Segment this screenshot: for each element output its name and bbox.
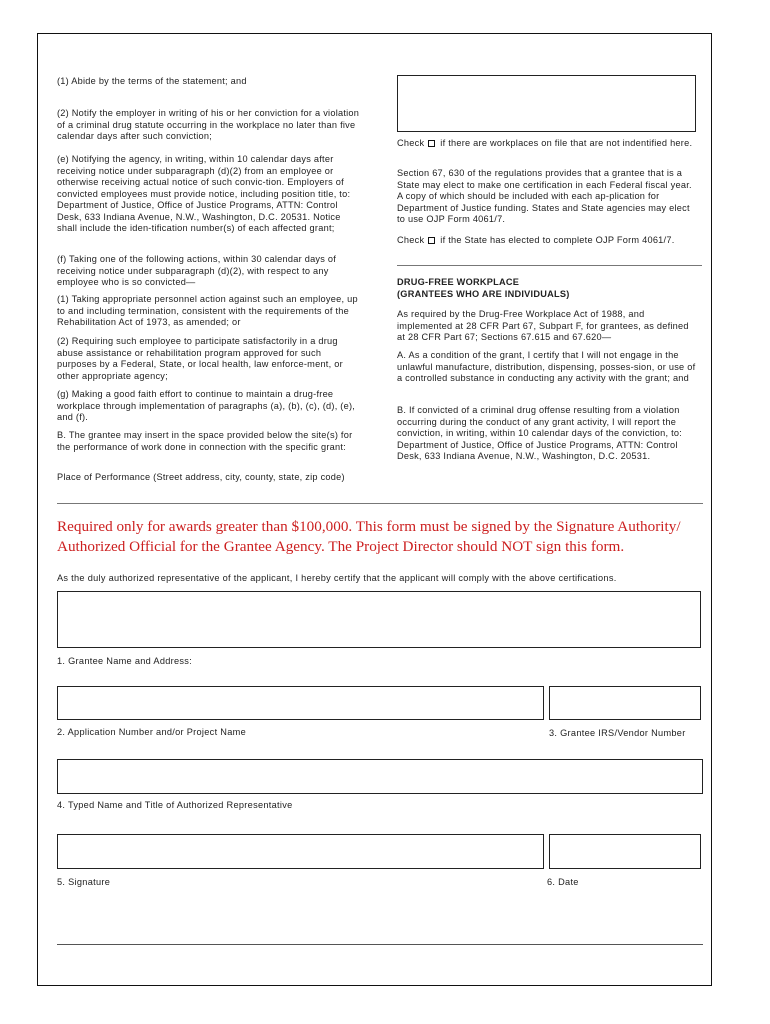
signature-field[interactable] xyxy=(57,834,544,869)
typed-name-title-label: 4. Typed Name and Title of Authorized Representative xyxy=(57,800,293,810)
vendor-number-label: 3. Grantee IRS/Vendor Number xyxy=(549,728,686,738)
place-of-performance-field[interactable] xyxy=(397,75,696,132)
as-required-paragraph: As required by the Drug-Free Workplace Act of 1988, and implemented at 28 CFR Part 67, Subpart F, for grantees, as defined at 28 CFR Part 67; Sections 67.615 and 67.620— xyxy=(397,309,689,342)
grantee-name-address-field[interactable] xyxy=(57,591,701,648)
workplaces-on-file-checkbox[interactable] xyxy=(428,140,435,147)
application-number-label: 2. Application Number and/or Project Name xyxy=(57,727,246,737)
date-field[interactable] xyxy=(549,834,701,869)
signature-authority-notice: Required only for awards greater than $100,000. This form must be signed by the Signature Authority/ Authorized Official for the Grantee Agency. The Project Director should NOT sign this form. xyxy=(57,518,681,555)
clause-e-notify-agency: (e) Notifying the agency, in writing, within 10 calendar days after receiving notice under subparagraph (d)(2) from an employee or otherwise receiving actual notice of such convic-tion. Employers of convicted employees must provide notice, including position title, to: Department of Justice, Office of Justice Programs, ATTN: Control Desk, 633 Indiana Avenue, N.W., Washington, D.C. 20531. Notice shall include the iden-tification number(s) of each affected grant; xyxy=(57,154,351,233)
vendor-number-field[interactable] xyxy=(549,686,701,720)
clause-f-actions: (f) Taking one of the following actions, within 30 calendar days of receiving notice under subparagraph (d)(2), with respect to any employee who is so convicted— xyxy=(57,254,337,287)
state-election-checkbox[interactable] xyxy=(428,237,435,244)
bottom-rule xyxy=(57,944,703,945)
clause-f1-personnel-action: (1) Taking appropriate personnel action against such an employee, up to and including termination, consistent with the requirements of the Rehabilitation Act of 1973, as amended; or xyxy=(57,294,358,327)
clause-2-notify-employer: (2) Notify the employer in writing of his or her conviction for a violation of a criminal drug statute occurring in the workplace no later than five calendar days after such conviction; xyxy=(57,108,360,141)
section-67-630-paragraph: Section 67, 630 of the regulations provides that a grantee that is a State may elect to make one certification in each Federal fiscal year. A copy of which should be included with each ap-plication for Department of Justice funding. States and State agencies may elect to use OJP Form 4061/7. xyxy=(397,168,692,224)
right-column-divider xyxy=(397,265,702,266)
typed-name-title-field[interactable] xyxy=(57,759,703,794)
section-divider xyxy=(57,503,703,504)
check2-prefix: Check xyxy=(397,235,425,245)
application-number-field[interactable] xyxy=(57,686,544,720)
date-label: 6. Date xyxy=(547,877,579,887)
certification-b-paragraph: B. If convicted of a criminal drug offense resulting from a violation occurring during the conduct of any grant activity, I will report the conviction, in writing, within 10 calendar days of the conviction, to: Department of Justice, Office of Justice Programs, ATTN: Control Desk, 633 Indiana Avenue, N.W., Washington, D.C. 20531. xyxy=(397,405,683,461)
signature-label: 5. Signature xyxy=(57,877,111,887)
drug-free-workplace-heading xyxy=(397,277,699,300)
certification-a-paragraph: A. As a condition of the grant, I certify that I will not engage in the unlawful manufacture, distribution, dispensing, posses-sion, or use of a controlled substance in conducting any activity with the grant; and xyxy=(397,350,696,383)
check-workplaces-on-file xyxy=(397,138,699,150)
heading-line-2: (GRANTEES WHO ARE INDIVIDUALS) xyxy=(397,288,570,299)
check1-prefix: Check xyxy=(397,138,425,148)
check2-text: if the State has elected to complete OJP Form 4061/7. xyxy=(440,235,675,245)
clause-b-insert-site: B. The grantee may insert in the space provided below the site(s) for the performance of work done in connection with the specific grant: xyxy=(57,430,353,452)
certification-statement: As the duly authorized representative of the applicant, I hereby certify that the applicant will comply with the above certifications. xyxy=(57,573,617,583)
clause-1-abide: (1) Abide by the terms of the statement; and xyxy=(57,76,247,86)
grantee-name-address-label: 1. Grantee Name and Address: xyxy=(57,656,193,666)
check1-text: if there are workplaces on file that are not indentified here. xyxy=(440,138,693,148)
place-of-performance-label: Place of Performance (Street address, city, county, state, zip code) xyxy=(57,472,345,482)
clause-g-good-faith: (g) Making a good faith effort to continue to maintain a drug-free workplace through implementation of paragraphs (a), (b), (c), (d), (e), and (f). xyxy=(57,389,356,422)
clause-f2-rehabilitation: (2) Requiring such employee to participate satisfactorily in a drug abuse assistance or rehabilitation program approved for such purposes by a Federal, State, or local health, law enforce-ment, or other appropriate agency; xyxy=(57,336,343,381)
heading-line-1: DRUG-FREE WORKPLACE xyxy=(397,277,520,287)
check-state-election xyxy=(397,235,699,247)
